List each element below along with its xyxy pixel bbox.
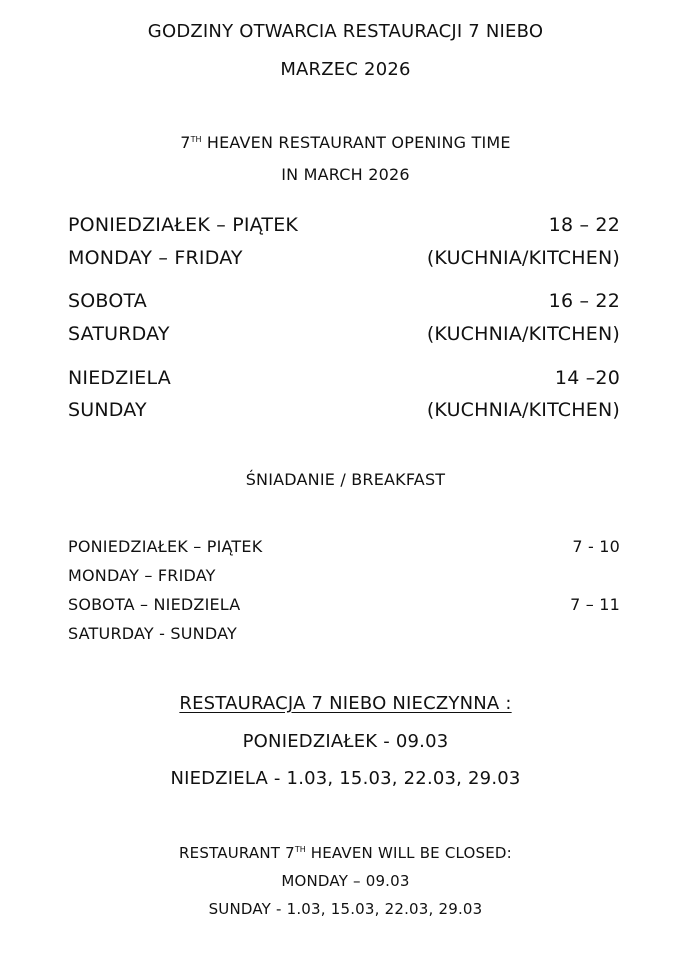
saturday-kitchen-note: (KUCHNIA/KITCHEN): [426, 323, 620, 345]
saturday-en: SATURDAY: [68, 323, 170, 345]
sunday-kitchen-note: (KUCHNIA/KITCHEN): [426, 399, 620, 421]
closed-heading-en-rest: HEAVEN WILL BE CLOSED:: [305, 844, 512, 862]
breakfast-weekend-pl: SOBOTA – NIEDZIELA: [68, 595, 241, 614]
breakfast-weekday-hours: 7 - 10: [572, 537, 620, 556]
saturday-pl: SOBOTA: [68, 290, 147, 312]
breakfast-weekday-en: MONDAY – FRIDAY: [68, 566, 216, 585]
closed-heading-pl-text: RESTAURACJA 7 NIEBO NIECZYNNA :: [179, 693, 512, 714]
closed-sunday-en: SUNDAY - 1.03, 15.03, 22.03, 29.03: [208, 900, 483, 918]
closed-heading-en-start: RESTAURANT 7: [179, 844, 295, 862]
title-en-text: HEAVEN RESTAURANT OPENING TIME: [201, 133, 511, 152]
closed-sunday-pl: NIEDZIELA - 1.03, 15.03, 22.03, 29.03: [170, 768, 521, 789]
sunday-pl: NIEDZIELA: [68, 367, 171, 389]
closed-heading-en-ordinal: TH: [294, 845, 306, 854]
month-en: IN MARCH 2026: [281, 165, 410, 184]
month-pl: MARZEC 2026: [280, 59, 411, 80]
title-en-ordinal: TH: [190, 135, 202, 144]
closed-monday-en: MONDAY – 09.03: [281, 872, 410, 890]
sunday-en: SUNDAY: [68, 399, 147, 421]
breakfast-weekend-hours: 7 – 11: [570, 595, 620, 614]
sunday-hours: 14 –20: [554, 367, 620, 389]
weekday-pl: PONIEDZIAŁEK – PIĄTEK: [68, 214, 299, 236]
title-en: [0, 133, 691, 152]
breakfast-heading: ŚNIADANIE / BREAKFAST: [245, 470, 446, 489]
closed-heading-pl: [0, 693, 691, 714]
title-pl: GODZINY OTWARCIA RESTAURACJI 7 NIEBO: [147, 21, 544, 42]
weekday-hours: 18 – 22: [548, 214, 620, 236]
saturday-hours: 16 – 22: [548, 290, 620, 312]
closed-heading-en: [0, 844, 691, 862]
title-en-number: 7: [180, 133, 191, 152]
weekday-en: MONDAY – FRIDAY: [68, 247, 243, 269]
breakfast-weekday-pl: PONIEDZIAŁEK – PIĄTEK: [68, 537, 263, 556]
weekday-kitchen-note: (KUCHNIA/KITCHEN): [426, 247, 620, 269]
breakfast-weekend-en: SATURDAY - SUNDAY: [68, 624, 237, 643]
closed-monday-pl: PONIEDZIAŁEK - 09.03: [242, 731, 449, 752]
